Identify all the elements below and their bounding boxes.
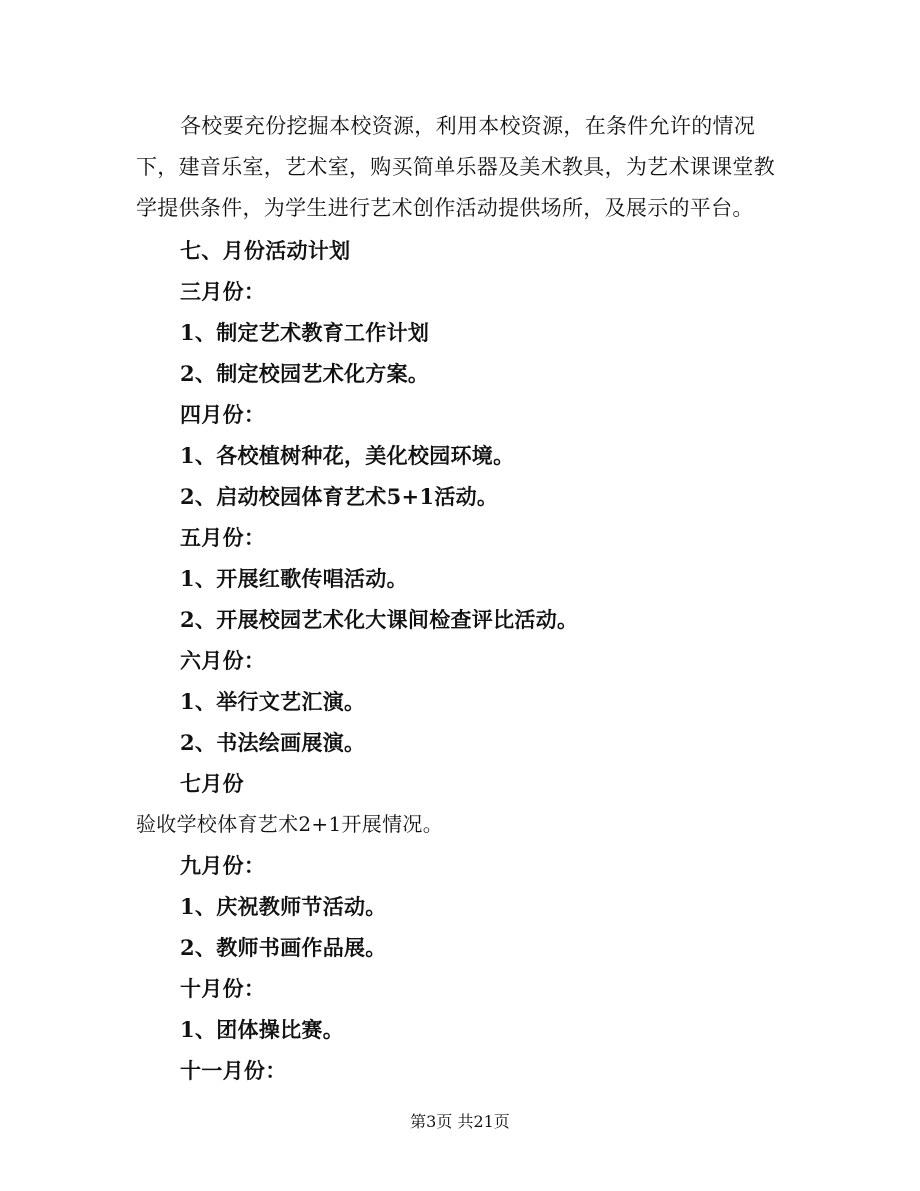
section-heading: 七、月份活动计划 <box>180 238 351 263</box>
month-heading: 九月份： <box>180 853 266 878</box>
list-item: 1、庆祝教师节活动。 <box>180 894 387 919</box>
list-item: 验收学校体育艺术2+1开展情况。 <box>136 812 444 836</box>
list-item: 2、教师书画作品展。 <box>180 935 387 960</box>
month-heading: 三月份： <box>180 279 266 304</box>
list-item: 2、制定校园艺术化方案。 <box>180 361 430 386</box>
page-number-footer: 第3页 共21页 <box>410 1112 510 1131</box>
list-item: 2、启动校园体育艺术5+1活动。 <box>180 484 499 509</box>
intro-paragraph: 各校要充份挖掘本校资源，利用本校资源，在条件允许的情况下，建音乐室，艺术室，购买简单乐器及美术教具，为艺术课课堂教学提供条件，为学生进行艺术创作活动提供场所，及展示的平台。 <box>136 114 775 220</box>
list-item: 1、制定艺术教育工作计划 <box>180 320 430 345</box>
list-item: 1、开展红歌传唱活动。 <box>180 566 408 591</box>
list-item: 1、团体操比赛。 <box>180 1017 345 1042</box>
month-heading: 四月份： <box>180 402 266 427</box>
list-item: 1、各校植树种花，美化校园环境。 <box>180 443 515 468</box>
month-heading: 六月份： <box>180 648 266 673</box>
month-heading: 七月份 <box>180 771 244 796</box>
list-item: 2、开展校园艺术化大课间检查评比活动。 <box>180 607 579 632</box>
month-heading: 五月份： <box>180 525 266 550</box>
month-heading: 十月份： <box>180 976 266 1001</box>
month-heading: 十一月份： <box>180 1058 287 1083</box>
list-item: 2、书法绘画展演。 <box>180 730 366 755</box>
monthly-plan-list <box>136 230 820 1091</box>
list-item: 1、举行文艺汇演。 <box>180 689 366 714</box>
